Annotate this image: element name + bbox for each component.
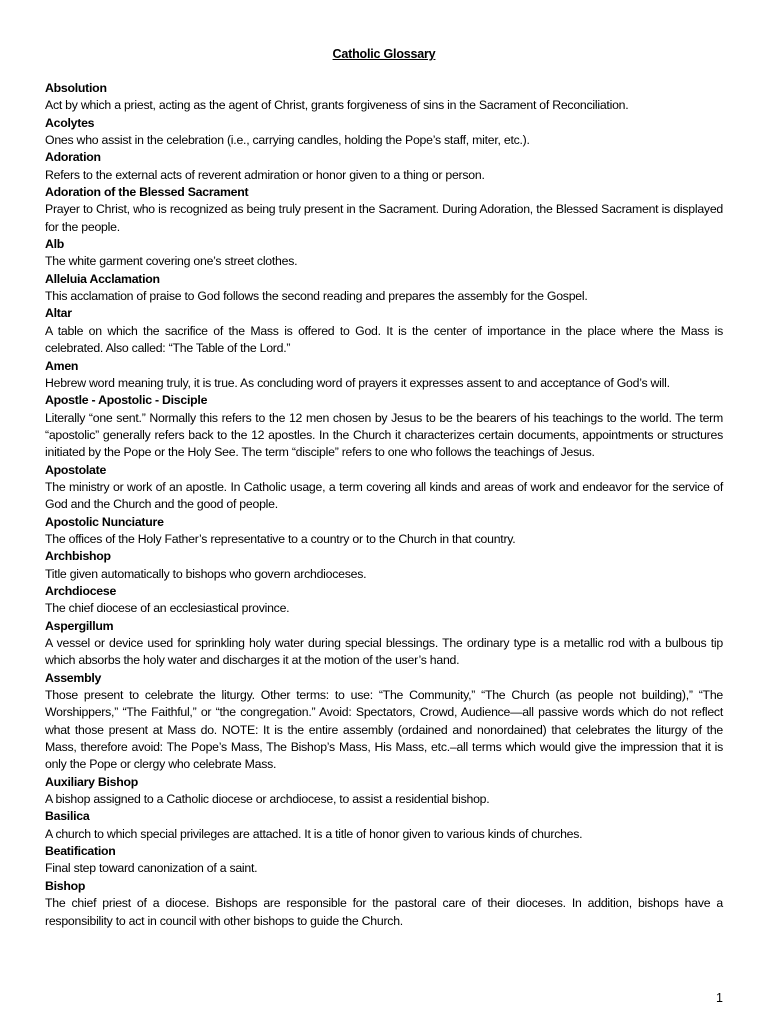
- glossary-term: Beatification: [45, 844, 116, 859]
- glossary-entry: [45, 115, 723, 150]
- glossary-definition: The ministry or work of an apostle. In Catholic usage, a term covering all kinds and areas of work and endeavor for the service of God and the Church and the good of people.: [45, 479, 723, 512]
- glossary-entry: [45, 618, 723, 670]
- glossary-definition: The offices of the Holy Father’s representative to a country or to the Church in that country.: [45, 531, 516, 546]
- glossary-definition: The chief diocese of an ecclesiastical province.: [45, 601, 290, 616]
- page-number: 1: [716, 991, 723, 1005]
- glossary-entry: [45, 514, 723, 549]
- glossary-term: Archdiocese: [45, 583, 117, 598]
- glossary-definition: The chief priest of a diocese. Bishops are responsible for the pastoral care of their dioceses. In addition, bishops have a responsibility to act in council with other bishops to guide the Church.: [45, 896, 723, 928]
- glossary-entry: [45, 808, 723, 843]
- glossary-definition: This acclamation of praise to God follows the second reading and prepares the assembly for the Gospel.: [45, 289, 588, 304]
- glossary-definition: The white garment covering one’s street clothes.: [45, 254, 298, 269]
- glossary-term: Adoration: [45, 150, 101, 165]
- glossary-term: Apostle - Apostolic - Disciple: [45, 393, 208, 408]
- glossary-entry: [45, 271, 723, 306]
- glossary-definition: Act by which a priest, acting as the agent of Christ, grants forgiveness of sins in the Sacrament of Reconciliation.: [45, 98, 629, 113]
- glossary-definition: Hebrew word meaning truly, it is true. As concluding word of prayers it expresses assent to and acceptance of God’s will.: [45, 375, 670, 390]
- glossary-entry: [45, 774, 723, 809]
- glossary-entry: [45, 670, 723, 774]
- glossary-entry: [45, 236, 723, 271]
- glossary-entry: [45, 548, 723, 583]
- glossary-definition: Refers to the external acts of reverent admiration or honor given to a thing or person.: [45, 167, 485, 182]
- glossary-entry: [45, 149, 723, 184]
- glossary-term: Absolution: [45, 81, 107, 95]
- glossary-entry: [45, 462, 723, 514]
- glossary-term: Amen: [45, 358, 79, 373]
- glossary-term: Alb: [45, 237, 65, 252]
- glossary-definition: Final step toward canonization of a saint.: [45, 861, 258, 876]
- glossary-entry: [45, 80, 723, 115]
- glossary-entry: [45, 305, 723, 357]
- glossary-definition: A bishop assigned to a Catholic diocese or archdiocese, to assist a residential bishop.: [45, 792, 490, 807]
- glossary-entry: [45, 358, 723, 393]
- glossary-definition: A vessel or device used for sprinkling holy water during special blessings. The ordinary type is a metallic rod with a bulbous tip which absorbs the holy water and discharges it at the motion of the user’s hand.: [45, 636, 723, 668]
- glossary-term: Acolytes: [45, 115, 95, 130]
- glossary-term: Altar: [45, 306, 72, 321]
- glossary-definition: Title given automatically to bishops who govern archdioceses.: [45, 566, 367, 581]
- glossary-term: Adoration of the Blessed Sacrament: [45, 185, 249, 200]
- glossary-definition: Prayer to Christ, who is recognized as being truly present in the Sacrament. During Adoration, the Blessed Sacrament is displayed for the people.: [45, 202, 723, 234]
- glossary-entry: [45, 392, 723, 461]
- glossary-term: Apostolic Nunciature: [45, 514, 164, 529]
- glossary-definition: A church to which special privileges are attached. It is a title of honor given to various kinds of churches.: [45, 826, 583, 841]
- glossary-entry: [45, 184, 723, 236]
- glossary-term: Auxiliary Bishop: [45, 774, 139, 789]
- glossary-list: [45, 80, 723, 930]
- glossary-term: Aspergillum: [45, 618, 114, 633]
- glossary-term: Basilica: [45, 809, 90, 824]
- glossary-entry: [45, 843, 723, 878]
- glossary-term: Alleluia Acclamation: [45, 271, 160, 286]
- glossary-term: Apostolate: [45, 462, 107, 477]
- glossary-definition: Ones who assist in the celebration (i.e., carrying candles, holding the Pope’s staff, miter, etc.).: [45, 133, 530, 148]
- glossary-term: Archbishop: [45, 549, 111, 564]
- glossary-entry: [45, 583, 723, 618]
- glossary-term: Bishop: [45, 878, 86, 893]
- glossary-definition: Those present to celebrate the liturgy. Other terms: to use: “The Community,” “The Church (as people not building),” “The Worshippers,” “The Faithful,” or “the congregation.” Avoid: Spectators, Crowd, Audience—all passive words which do not reflect what those present at Mass do. NOTE: It is the entire assembly (ordained and nonordained) that celebrates the liturgy of the Mass, therefore avoid: The Pope’s Mass, The Bishop’s Mass, His Mass, etc.–all terms which would give the impression that it is only the Pope or clergy who celebrate Mass.: [45, 688, 723, 772]
- glossary-definition: A table on which the sacrifice of the Mass is offered to God. It is the center of importance in the place where the Mass is celebrated. Also called: “The Table of the Lord.”: [45, 323, 723, 356]
- document-title: Catholic Glossary: [332, 47, 436, 61]
- glossary-entry: [45, 878, 723, 930]
- glossary-definition: Literally “one sent.” Normally this refers to the 12 men chosen by Jesus to be the bearers of his teachings to the world. The term “apostolic” generally refers back to the 12 apostles. In the Church it characterizes certain documents, appointments or structures initiated by the Pope or the Holy See. The term “disciple” refers to one who follows the teachings of Jesus.: [45, 410, 723, 460]
- glossary-term: Assembly: [45, 670, 102, 685]
